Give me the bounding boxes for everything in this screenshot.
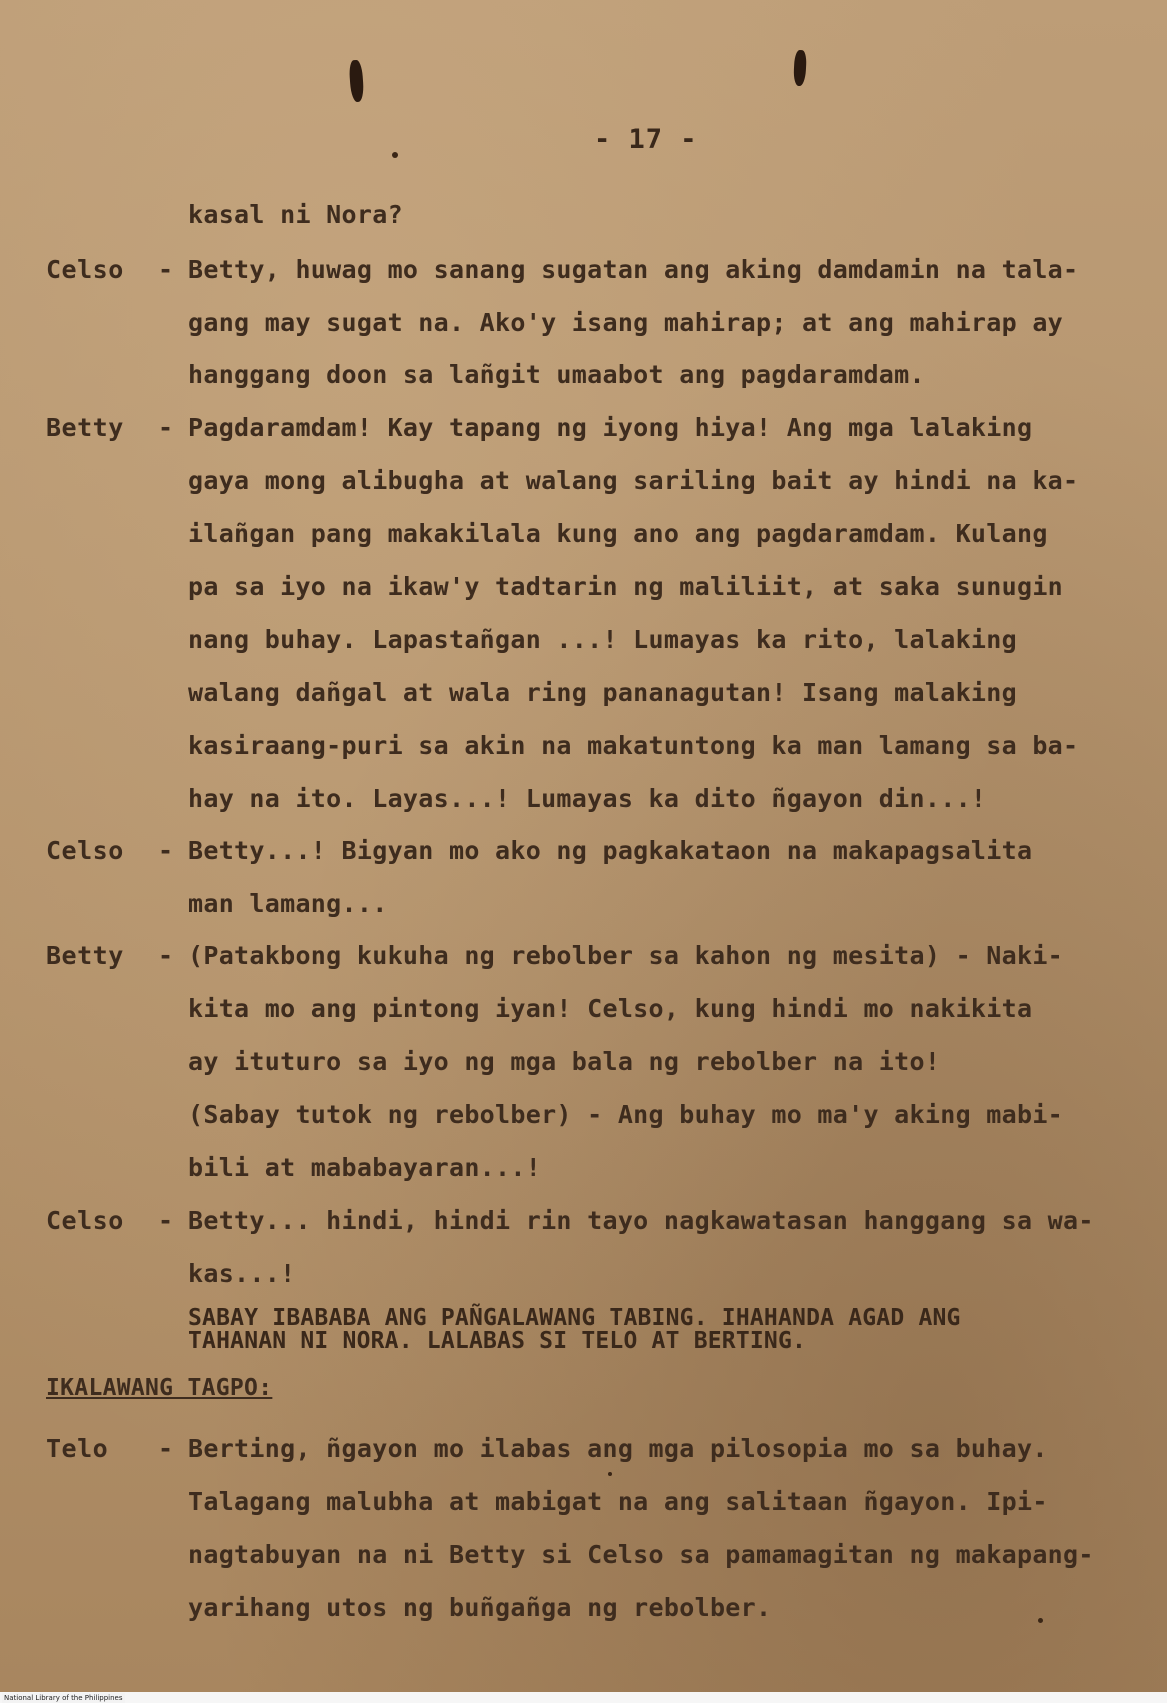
speaker-name: Celso xyxy=(46,1206,124,1235)
speaker-name: Celso xyxy=(46,255,124,284)
stage-direction-line: TAHANAN NI NORA. LALABAS SI TELO AT BERTING. xyxy=(188,1328,807,1354)
dialogue-line: pa sa iyo na ikaw'y tadtarin ng maliliit, at saka sunugin xyxy=(188,572,1064,601)
dialogue-line: Talagang malubha at mabigat na ang salitaan ñgayon. Ipi- xyxy=(188,1487,1048,1516)
footer-credit: National Library of the Philippines xyxy=(4,1694,123,1702)
dialogue-line: Pagdaramdam! Kay tapang ng iyong hiya! Ang mga lalaking xyxy=(188,413,1033,442)
dialogue-line: kasal ni Nora? xyxy=(188,200,403,229)
speaker-dash: - xyxy=(158,255,174,284)
dialogue-line: Betty, huwag mo sanang sugatan ang aking damdamin na tala- xyxy=(188,255,1079,284)
speaker-dash: - xyxy=(158,1434,174,1463)
dialogue-line: (Patakbong kukuha ng rebolber sa kahon ng mesita) - Naki- xyxy=(188,941,1064,970)
ink-speck xyxy=(392,152,398,158)
dialogue-line: bili at mababayaran...! xyxy=(188,1153,542,1182)
scan-footer-strip xyxy=(0,1692,1167,1703)
stage-direction-line: SABAY IBABABA ANG PAÑGALAWANG TABING. IHAHANDA AGAD ANG xyxy=(188,1305,961,1331)
binding-hole-mark-left xyxy=(349,60,365,103)
speaker-name: Betty xyxy=(46,941,124,970)
dialogue-line: kas...! xyxy=(188,1259,296,1288)
binding-hole-mark-right xyxy=(793,50,807,87)
speaker-name: Telo xyxy=(46,1434,109,1463)
dialogue-line: gang may sugat na. Ako'y isang mahirap; at ang mahirap ay xyxy=(188,308,1064,337)
dialogue-line: Betty...! Bigyan mo ako ng pagkakataon na makapagsalita xyxy=(188,836,1033,865)
page-number: - 17 - xyxy=(594,124,698,155)
dialogue-line: yarihang utos ng buñgañga ng rebolber. xyxy=(188,1593,772,1622)
dialogue-line: ilañgan pang makakilala kung ano ang pagdaramdam. Kulang xyxy=(188,519,1048,548)
dialogue-line: gaya mong alibugha at walang sariling bait ay hindi na ka- xyxy=(188,466,1079,495)
dialogue-line: kasiraang-puri sa akin na makatuntong ka man lamang sa ba- xyxy=(188,731,1079,760)
speaker-name: Betty xyxy=(46,413,124,442)
ink-speck xyxy=(1038,1618,1043,1623)
speaker-dash: - xyxy=(158,413,174,442)
speaker-name: Celso xyxy=(46,836,124,865)
dialogue-line: hay na ito. Layas...! Lumayas ka dito ñgayon din...! xyxy=(188,784,987,813)
dialogue-line: (Sabay tutok ng rebolber) - Ang buhay mo ma'y aking mabi- xyxy=(188,1100,1064,1129)
dialogue-line: ay ituturo sa iyo ng mga bala ng rebolber na ito! xyxy=(188,1047,941,1076)
speaker-dash: - xyxy=(158,836,174,865)
ink-speck xyxy=(608,1472,612,1476)
dialogue-line: man lamang... xyxy=(188,889,388,918)
dialogue-line: kita mo ang pintong iyan! Celso, kung hindi mo nakikita xyxy=(188,994,1033,1023)
dialogue-line: hanggang doon sa lañgit umaabot ang pagdaramdam. xyxy=(188,360,925,389)
scene-heading: IKALAWANG TAGPO: xyxy=(46,1375,273,1401)
dialogue-line: walang dañgal at wala ring pananagutan! Isang malaking xyxy=(188,678,1017,707)
dialogue-line: nang buhay. Lapastañgan ...! Lumayas ka rito, lalaking xyxy=(188,625,1017,654)
speaker-dash: - xyxy=(158,941,174,970)
dialogue-line: Berting, ñgayon mo ilabas ang mga pilosopia mo sa buhay. xyxy=(188,1434,1048,1463)
dialogue-line: Betty... hindi, hindi rin tayo nagkawatasan hanggang sa wa- xyxy=(188,1206,1094,1235)
speaker-dash: - xyxy=(158,1206,174,1235)
dialogue-line: nagtabuyan na ni Betty si Celso sa pamamagitan ng makapang- xyxy=(188,1540,1094,1569)
